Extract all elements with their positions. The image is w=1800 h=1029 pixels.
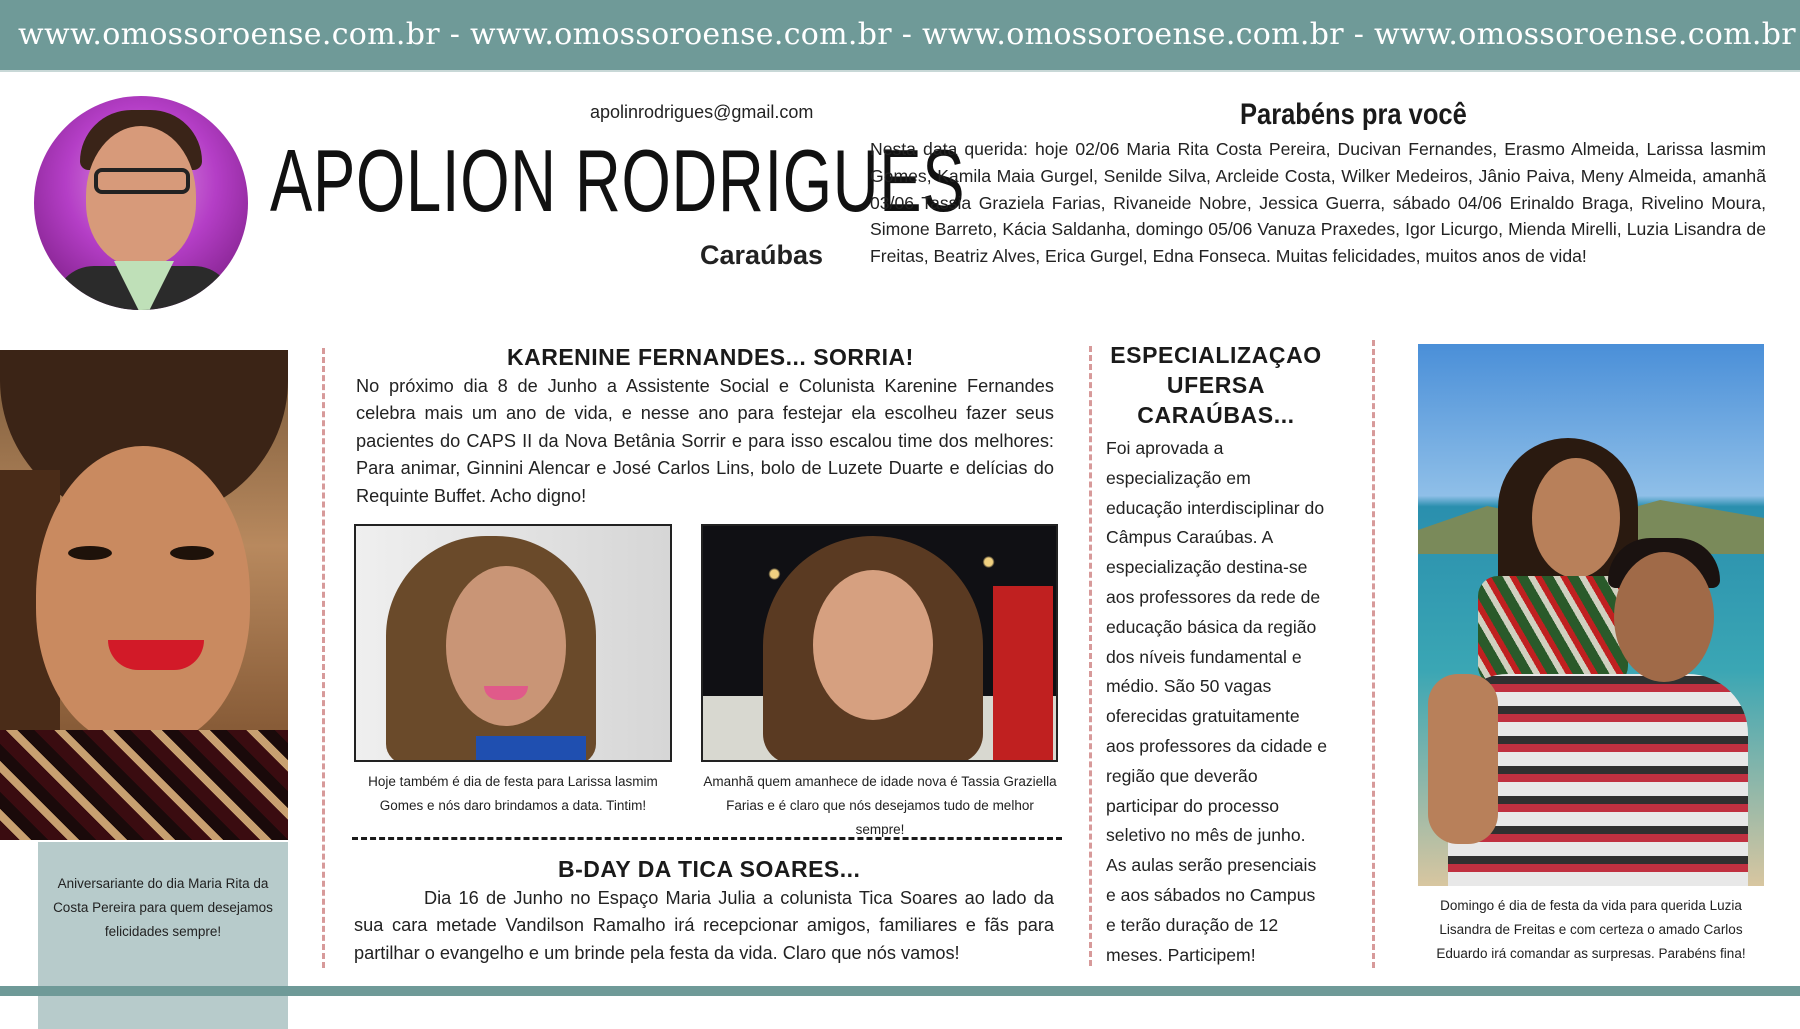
columnist-email: apolinrodrigues@gmail.com (590, 102, 814, 122)
bottom-bar (0, 986, 1800, 996)
birthdays-text: Nesta data querida: hoje 02/06 Maria Rita Costa Pereira, Ducivan Fernandes, Erasmo Almeida, Larissa lasmim Gomes, Kamila Maia Gurgel, Senilde Silva, Arcleide Costa, Wilker Medeiros, Jânio Paiva, Meny Almeida, amanhã 03/06 Tassia Graziela Farias, Rivaneide Nobre, Jessica Guerra, sábado 04/06 Erinaldo Braga, Rivelino Moura, Simone Barreto, Kácia Saldanha, domingo 05/06 Vanuza Praxedes, Igor Licurgo, Mienda Mirelli, Luzia Lisandra de Freitas, Beatriz Alves, Erica Gurgel, Edna Fonseca. Muitas felicidades, muitos anos de vida! (870, 139, 1766, 267)
tassia-photo-face (813, 570, 933, 720)
tassia-photo-background-person (993, 586, 1053, 762)
columnist-avatar (34, 96, 248, 310)
columnist-city: Caraúbas (700, 240, 824, 270)
especializacao-title: ESPECIALIZAÇAO UFERSA CARAÚBAS... (1110, 342, 1322, 428)
column-divider (1372, 340, 1375, 968)
avatar-glasses (94, 168, 190, 194)
especializacao-text: Foi aprovada a especialização em educação interdisciplinar do Câmpus Caraúbas. A especialização destina-se aos professores da rede de educação básica da região dos níveis fundamental e médio. São 50 vagas oferecidas gratuitamente aos professores da cidade e região que deverão participar do processo seletivo no mês de junho. As aulas serão presenciais e aos sábados no Campus e terão duração de 12 meses. Participem! (1106, 438, 1328, 965)
left-portrait-photo (0, 350, 288, 840)
larissa-photo-shirt (476, 736, 586, 762)
karenine-title: KARENINE FERNANDES... SORRIA! (507, 344, 914, 370)
avatar-face (86, 126, 196, 266)
larissa-photo-caption: Hoje também é dia de festa para Larissa lasmim Gomes e nós daro brindamos a data. Tintim! (368, 774, 658, 813)
karenine-text: No próximo dia 8 de Junho a Assistente Social e Colunista Karenine Fernandes celebra mais um ano de vida, e nesse ano para festejar ela escolheu fazer seus pacientes do CAPS II da Nova Betânia Sorrir e para isso escalou time dos melhores: Para animar, Ginnini Alencar e José Carlos Lins, bolo de Luzete Duarte e delícias do Requinte Buffet. Acho digno! (356, 376, 1054, 506)
left-photo-dress (0, 730, 288, 840)
left-photo-caption: Aniversariante do dia Maria Rita da Costa Pereira para quem desejamos felicidades sempre! (53, 876, 273, 939)
left-photo-eye (170, 546, 214, 560)
section-divider (352, 837, 1062, 840)
banner-divider (0, 70, 1800, 72)
site-url-banner: www.omossoroense.com.br - www.omossoroense.com.br - www.omossoroense.com.br - www.omossoroense.com.br (0, 0, 1800, 70)
larissa-photo (354, 524, 672, 762)
tassia-photo (701, 524, 1058, 762)
column-divider (1089, 346, 1092, 966)
larissa-photo-face (446, 566, 566, 726)
couple-photo-arm (1428, 674, 1498, 844)
couple-photo-woman-top (1478, 576, 1628, 686)
left-photo-lips (108, 640, 204, 670)
left-photo-face (36, 446, 250, 746)
couple-photo-caption: Domingo é dia de festa da vida para querida Luzia Lisandra de Freitas e com certeza o amado Carlos Eduardo irá comandar as surpresas. Parabéns fina! (1436, 898, 1746, 961)
column-divider (322, 348, 325, 968)
bday-title: B-DAY DA TICA SOARES... (558, 856, 861, 882)
bday-text: Dia 16 de Junho no Espaço Maria Julia a colunista Tica Soares ao lado da sua cara metade Vandilson Ramalho irá recepcionar amigos, familiares e fãs para partilhar o evangelho e um brinde pela festa da vida. Claro que nós vamos! (354, 888, 1054, 963)
left-photo-eye (68, 546, 112, 560)
couple-photo-man-face (1614, 552, 1714, 682)
couple-photo-woman-face (1532, 458, 1620, 578)
columnist-name: APOLION RODRIGUES (270, 131, 966, 230)
birthdays-title: Parabéns pra você (1240, 98, 1467, 131)
tassia-photo-caption: Amanhã quem amanhece de idade nova é Tassia Graziella Farias e é claro que nós desejamos tudo de melhor sempre! (703, 774, 1057, 837)
couple-beach-photo (1418, 344, 1764, 886)
